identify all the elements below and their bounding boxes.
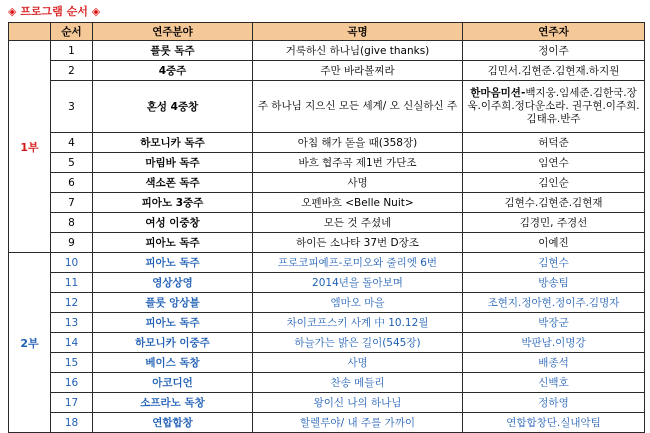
table-row: [9, 153, 645, 173]
field-cell: 피아노 독주: [93, 313, 253, 333]
song-cell: 엠마오 마을: [253, 293, 463, 313]
header-order: 순서: [51, 23, 93, 41]
field-cell: 소프라노 독창: [93, 393, 253, 413]
song-cell: 차이코프스키 사계 中 10.12월: [253, 313, 463, 333]
performer-cell: 조현지.정아현.정이주.김명자: [463, 293, 645, 313]
table-row: [9, 333, 645, 353]
song-cell: 거룩하신 하나님(give thanks): [253, 41, 463, 61]
song-cell: 주 하나님 지으신 모든 세계/ 오 신실하신 주: [253, 81, 463, 133]
table-row: [9, 213, 645, 233]
order-cell: 5: [51, 153, 93, 173]
table-header-row: [9, 23, 645, 41]
table-row: [9, 173, 645, 193]
field-cell: 색소폰 독주: [93, 173, 253, 193]
part2-label: 2부: [9, 253, 51, 433]
field-cell: 하모니카 이중주: [93, 333, 253, 353]
header-field: 연주분야: [93, 23, 253, 41]
ensemble-members: 백지웅.임세준.김한국.장욱.이주희.정다운소라. 권구현.이주희.김태유.반주: [467, 87, 640, 125]
field-cell: 아코디언: [93, 373, 253, 393]
field-cell: 여성 이중창: [93, 213, 253, 233]
performer-cell: [463, 81, 645, 133]
performer-cell: 연합합창단.실내악팀: [463, 413, 645, 433]
song-cell: 사명: [253, 353, 463, 373]
performer-cell: 임연수: [463, 153, 645, 173]
song-cell: 찬송 메들리: [253, 373, 463, 393]
order-cell: 8: [51, 213, 93, 233]
table-row: [9, 253, 645, 273]
order-cell: 9: [51, 233, 93, 253]
field-cell: 4중주: [93, 61, 253, 81]
table-row: [9, 61, 645, 81]
field-cell: 하모니카 독주: [93, 133, 253, 153]
program-order-title: ◈ 프로그램 순서 ◈: [8, 5, 101, 18]
song-cell: 할렐루야/ 내 주를 가까이: [253, 413, 463, 433]
performer-cell: 허덕준: [463, 133, 645, 153]
order-cell: 7: [51, 193, 93, 213]
performer-cell: 김현수: [463, 253, 645, 273]
table-row: [9, 273, 645, 293]
song-cell: 2014년을 돌아보며: [253, 273, 463, 293]
program-table: [8, 22, 645, 433]
table-row: [9, 393, 645, 413]
song-cell: 하늘가는 밝은 길이(545장): [253, 333, 463, 353]
table-row: [9, 233, 645, 253]
performer-cell: 김인순: [463, 173, 645, 193]
order-cell: 12: [51, 293, 93, 313]
song-cell: 모든 것 주셨네: [253, 213, 463, 233]
order-cell: 2: [51, 61, 93, 81]
table-row: [9, 293, 645, 313]
order-cell: 1: [51, 41, 93, 61]
song-cell: 주만 바라볼찌라: [253, 61, 463, 81]
performer-cell: 김현수.김현준.김현재: [463, 193, 645, 213]
performer-cell: 이예진: [463, 233, 645, 253]
table-row: [9, 373, 645, 393]
field-cell: 베이스 독창: [93, 353, 253, 373]
song-cell: 왕이신 나의 하나님: [253, 393, 463, 413]
order-cell: 3: [51, 81, 93, 133]
performer-cell: 방송팀: [463, 273, 645, 293]
order-cell: 6: [51, 173, 93, 193]
field-cell: 피아노 3중주: [93, 193, 253, 213]
ensemble-name: 한마음미션-: [470, 87, 526, 99]
order-cell: 11: [51, 273, 93, 293]
table-row: [9, 81, 645, 133]
field-cell: 피아노 독주: [93, 233, 253, 253]
field-cell: 혼성 4중창: [93, 81, 253, 133]
header-performer: 연주자: [463, 23, 645, 41]
table-row: [9, 133, 645, 153]
header-song: 곡명: [253, 23, 463, 41]
order-cell: 13: [51, 313, 93, 333]
field-cell: 플룻 독주: [93, 41, 253, 61]
performer-cell: 배종석: [463, 353, 645, 373]
performer-cell: 박장군: [463, 313, 645, 333]
song-cell: 하이든 소나타 37번 D장조: [253, 233, 463, 253]
part1-label: 1부: [9, 41, 51, 253]
order-cell: 10: [51, 253, 93, 273]
table-row: [9, 413, 645, 433]
song-cell: 프로코피예프-로미오와 줄리엣 6번: [253, 253, 463, 273]
performer-cell: 박판남.이명강: [463, 333, 645, 353]
order-cell: 17: [51, 393, 93, 413]
table-row: [9, 193, 645, 213]
song-cell: 사명: [253, 173, 463, 193]
song-cell: 오펜바흐 <Belle Nuit>: [253, 193, 463, 213]
field-cell: 마림바 독주: [93, 153, 253, 173]
performer-cell: 신백호: [463, 373, 645, 393]
performer-cell: 정이주: [463, 41, 645, 61]
song-cell: 바흐 협주곡 제1번 가단조: [253, 153, 463, 173]
part2-body: [9, 253, 645, 433]
performer-cell: 정하영: [463, 393, 645, 413]
part-header-cell: [9, 23, 51, 41]
part1-body: [9, 41, 645, 253]
order-cell: 18: [51, 413, 93, 433]
song-cell: 아침 해가 돋을 때(358장): [253, 133, 463, 153]
order-cell: 14: [51, 333, 93, 353]
performer-cell: 김경민, 주경선: [463, 213, 645, 233]
order-cell: 4: [51, 133, 93, 153]
field-cell: 연합합창: [93, 413, 253, 433]
order-cell: 15: [51, 353, 93, 373]
table-row: [9, 353, 645, 373]
field-cell: 영상상영: [93, 273, 253, 293]
performer-cell: 김민서.김현준.김현재.하지원: [463, 61, 645, 81]
field-cell: 피아노 독주: [93, 253, 253, 273]
order-cell: 16: [51, 373, 93, 393]
table-row: [9, 41, 645, 61]
field-cell: 플룻 앙상블: [93, 293, 253, 313]
table-row: [9, 313, 645, 333]
